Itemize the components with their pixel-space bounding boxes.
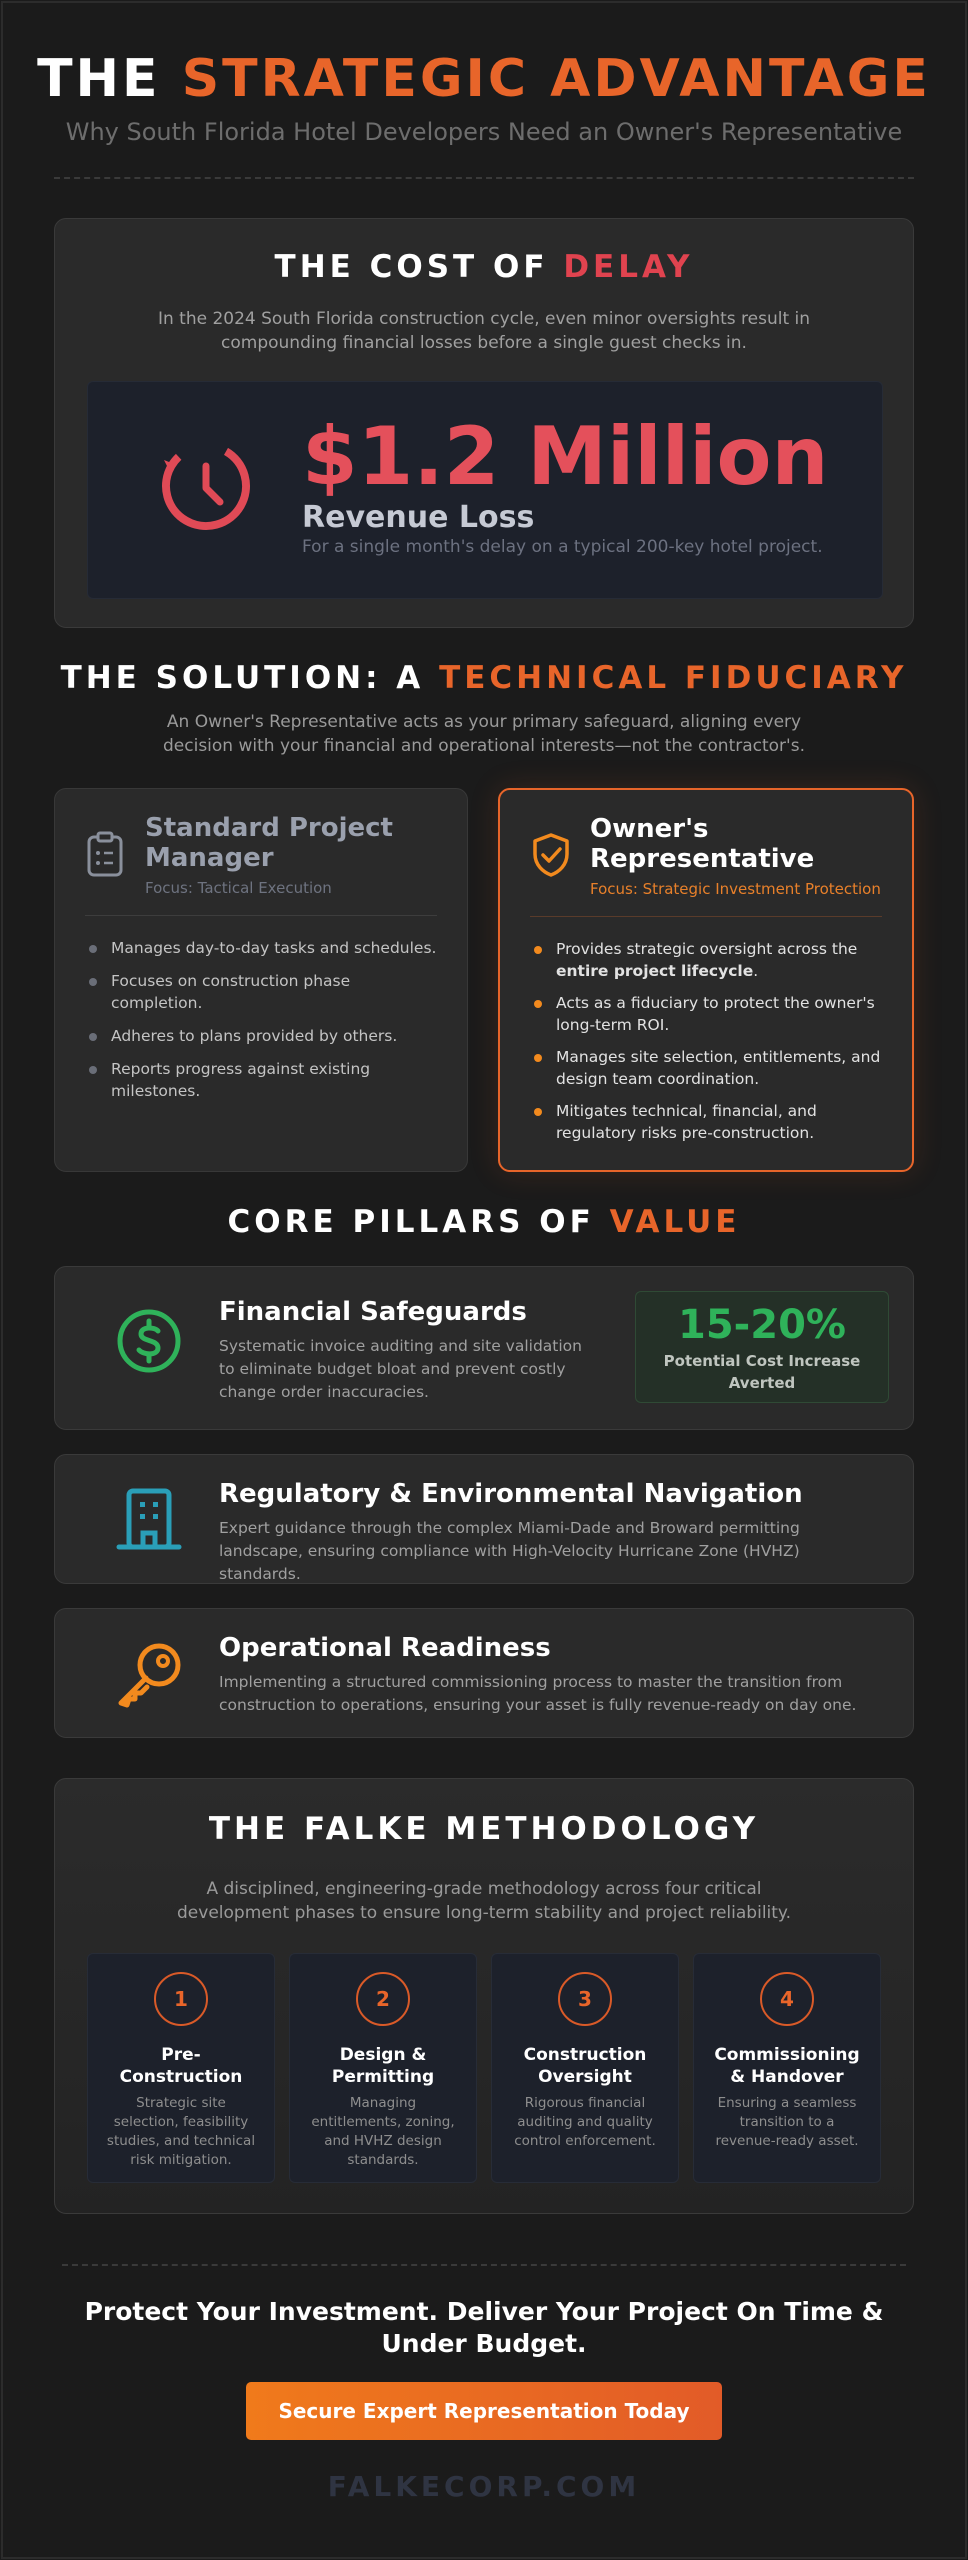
loss-amount: $1.2 Million xyxy=(302,410,829,503)
standard-pm-card xyxy=(54,788,468,1172)
pillar-regulatory xyxy=(54,1454,914,1584)
solution-section xyxy=(0,660,968,758)
list-item xyxy=(85,1025,439,1047)
item-text: Manages site selection, entitlements, and design team coordination. xyxy=(556,1048,881,1088)
phase-desc: Managing entitlements, zoning, and HVHZ design standards. xyxy=(311,2095,455,2168)
pillar-operational xyxy=(54,1608,914,1738)
phase-number: 3 xyxy=(558,1972,612,2026)
page-subtitle: Why South Florida Hotel Developers Need an Owner's Representative xyxy=(65,118,903,146)
list-item xyxy=(530,938,884,982)
key-icon xyxy=(115,1639,185,1713)
shield-check-icon xyxy=(530,832,572,882)
section-title xyxy=(0,660,968,696)
phase-title: Pre-Construction xyxy=(119,2045,243,2087)
clock-icon xyxy=(156,436,256,540)
phase-number: 4 xyxy=(760,1972,814,2026)
loss-note: For a single month's delay on a typical 200-key hotel project. xyxy=(302,537,823,557)
standard-pm-list xyxy=(85,937,439,1113)
pillar-desc: Implementing a structured commissioning process to master the transition from construction to operations, ensuring your asset is fully revenue-ready on day one. xyxy=(219,1673,857,1714)
section-title xyxy=(55,249,913,285)
cost-of-delay-card xyxy=(54,218,914,628)
phase-title: Design & Permitting xyxy=(331,2045,435,2087)
pillar-desc: Systematic invoice auditing and site validation to eliminate budget bloat and prevent costly change order inaccuracies. xyxy=(219,1337,582,1401)
list-item xyxy=(85,937,439,959)
pillar-title: Operational Readiness xyxy=(219,1633,551,1663)
title-text: THE COST OF xyxy=(274,249,549,285)
list-item xyxy=(530,992,884,1036)
methodology-title: THE FALKE METHODOLOGY xyxy=(208,1811,760,1847)
pillar-desc: Expert guidance through the complex Miami-Dade and Broward permitting landscape, ensuring compliance with High-Velocity Hurricane Zone (HVHZ) standards. xyxy=(219,1519,800,1583)
cta-headline: Protect Your Investment. Deliver Your Project On Time & Under Budget. xyxy=(84,2297,884,2358)
owners-rep-card xyxy=(498,788,914,1172)
dollar-circle-icon xyxy=(115,1307,183,1379)
cost-stat-box xyxy=(635,1291,889,1403)
phase-title: Construction Oversight xyxy=(523,2045,647,2087)
phase-desc: Ensuring a seamless transition to a revenue-ready asset. xyxy=(715,2095,859,2149)
item-text: Focuses on construction phase completion. xyxy=(111,972,351,1012)
loss-label: Revenue Loss xyxy=(302,500,535,535)
divider xyxy=(85,915,437,916)
brand-wordmark[interactable]: FALKECORP.COM xyxy=(327,2470,641,2503)
section-title xyxy=(0,1204,968,1240)
phase-desc: Rigorous financial auditing and quality control enforcement. xyxy=(514,2095,656,2149)
owners-rep-list xyxy=(530,938,884,1154)
phase-card-3 xyxy=(491,1953,679,2183)
list-item xyxy=(85,970,439,1014)
stat-label: Potential Cost Increase Averted xyxy=(663,1352,861,1392)
list-item xyxy=(85,1058,439,1102)
cost-intro: In the 2024 South Florida construction cycle, even minor oversights result in compounding financial losses before a single guest checks in. xyxy=(157,309,811,353)
item-text: Manages day-to-day tasks and schedules. xyxy=(111,939,437,957)
pillar-title: Regulatory & Environmental Navigation xyxy=(219,1479,803,1509)
card-header xyxy=(145,813,447,897)
clipboard-icon xyxy=(85,831,125,881)
phase-number: 1 xyxy=(154,1972,208,2026)
phase-title: Commissioning & Handover xyxy=(714,2045,860,2087)
divider xyxy=(62,2264,906,2266)
cta-button[interactable]: Secure Expert Representation Today xyxy=(246,2382,722,2440)
pillars-title-wrap xyxy=(0,1204,968,1240)
phase-card-2 xyxy=(289,1953,477,2183)
card-focus: Focus: Strategic Investment Protection xyxy=(590,880,881,898)
item-text: Provides strategic oversight across the xyxy=(556,940,858,958)
solution-intro: An Owner's Representative acts as your primary safeguard, aligning every decision with your financial and operational interests—not the contractor's. xyxy=(163,712,805,756)
item-text: Reports progress against existing milestones. xyxy=(111,1060,371,1100)
stat-value: 15-20% xyxy=(677,1302,846,1348)
item-text-end: . xyxy=(753,962,759,980)
list-item xyxy=(530,1046,884,1090)
title-text: THE SOLUTION: A xyxy=(60,660,425,696)
phase-card-1 xyxy=(87,1953,275,2183)
card-header xyxy=(590,814,892,898)
card-title: Standard Project Manager xyxy=(145,813,393,873)
pillar-title: Financial Safeguards xyxy=(219,1297,527,1327)
title-accent: TECHNICAL FIDUCIARY xyxy=(439,660,908,696)
list-item xyxy=(530,1100,884,1144)
page-title xyxy=(0,44,968,114)
title-accent: DELAY xyxy=(563,249,694,285)
item-text: Mitigates technical, financial, and regulatory risks pre-construction. xyxy=(556,1102,817,1142)
item-text: Adheres to plans provided by others. xyxy=(111,1027,398,1045)
methodology-intro: A disciplined, engineering-grade methodology across four critical development phases to ensure long-term stability and project reliability. xyxy=(177,1879,791,1923)
pillar-financial xyxy=(54,1266,914,1430)
card-focus: Focus: Tactical Execution xyxy=(145,879,332,897)
phase-card-4 xyxy=(693,1953,881,2183)
title-text: CORE PILLARS OF xyxy=(227,1204,595,1240)
title-part-1: THE xyxy=(37,49,161,109)
item-emphasis: entire project lifecycle xyxy=(556,962,754,980)
hero xyxy=(0,44,968,146)
methodology-card xyxy=(54,1778,914,2214)
title-accent: VALUE xyxy=(609,1204,741,1240)
card-title: Owner's Representative xyxy=(590,814,815,874)
building-icon xyxy=(115,1485,183,1557)
phase-number: 2 xyxy=(356,1972,410,2026)
divider xyxy=(530,916,882,917)
phase-desc: Strategic site selection, feasibility studies, and technical risk mitigation. xyxy=(106,2095,256,2168)
item-text: Acts as a fiduciary to protect the owner's long-term ROI. xyxy=(556,994,875,1034)
divider xyxy=(54,177,914,179)
revenue-loss-box xyxy=(87,381,883,599)
title-part-2: STRATEGIC ADVANTAGE xyxy=(181,49,931,109)
